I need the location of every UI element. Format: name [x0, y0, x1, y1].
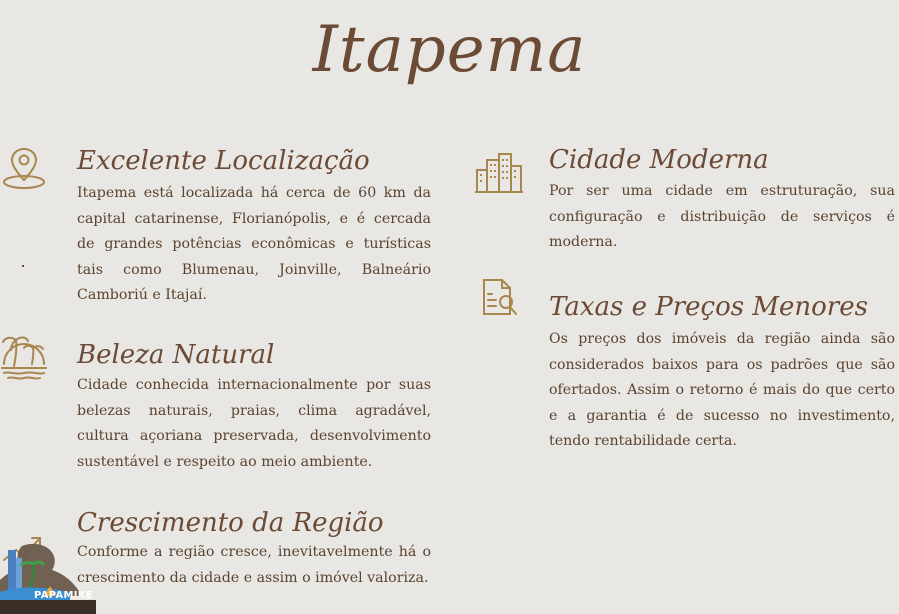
feature-description: Itapema está localizada há cerca de 60 km da capital catarinense, Florianópolis, e é cercada de grandes potências econômicas e turísticas tais como Blumenau, Joinville, Balneário Camboriú e Itajaí. [77, 185, 431, 303]
feature-description: Os preços dos imóveis da região ainda são considerados baixos para os padrões que são ofertados. Assim o retorno é mais do que certo e a garantia é de sucesso no investimento, tendo rentabilidade certa. [549, 331, 895, 449]
watermark-text: PAPAMIKE [34, 590, 93, 601]
feature-description: Por ser uma cidade em estruturação, sua configuração e distribuição de serviços é moderna. [549, 183, 895, 250]
palm-beach-icon [0, 330, 48, 384]
feature-heading: Cidade Moderna [549, 145, 769, 175]
decorative-dot [22, 265, 24, 267]
city-buildings-icon [473, 150, 525, 196]
feature-heading: Crescimento da Região [77, 508, 384, 538]
map-pin-icon [0, 143, 48, 191]
feature-heading: Beleza Natural [77, 340, 275, 370]
feature-description: Conforme a região cresce, inevitavelmente há o crescimento da cidade e assim o imóvel valoriza. [77, 544, 431, 586]
document-search-icon [478, 276, 524, 320]
feature-heading: Excelente Localização [77, 146, 370, 176]
page-title: Itapema [312, 13, 587, 87]
papamike-logo [0, 540, 96, 614]
feature-heading: Taxas e Preços Menores [549, 292, 868, 322]
feature-description: Cidade conhecida internacionalmente por suas belezas naturais, praias, clima agradável, cultura açoriana preservada, desenvolvimento sustentável e respeito ao meio ambiente. [77, 377, 431, 470]
